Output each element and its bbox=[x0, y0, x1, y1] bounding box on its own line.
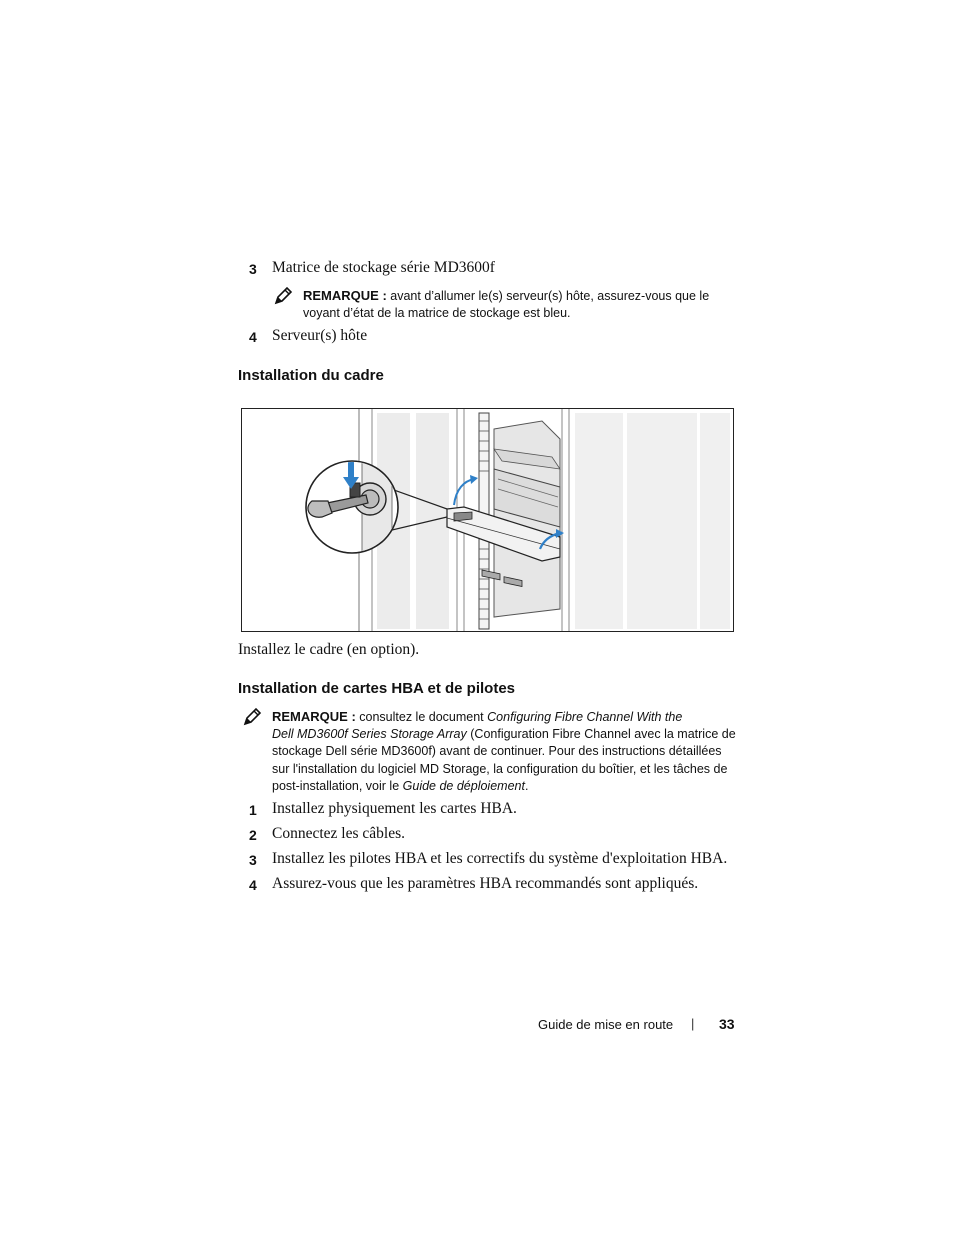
note-remark bbox=[272, 708, 747, 795]
step-number: 3 bbox=[249, 852, 257, 868]
step-text: Installez les pilotes HBA et les correctifs du système d'exploitation HBA. bbox=[272, 850, 728, 867]
note-label: REMARQUE : bbox=[303, 288, 387, 303]
list-item-text: Serveur(s) hôte bbox=[272, 327, 368, 344]
note-doc-title: Dell MD3600f Series Storage Array bbox=[272, 727, 467, 742]
note-pencil-icon bbox=[242, 707, 262, 727]
bezel-install-figure bbox=[241, 408, 734, 632]
page-number: 33 bbox=[719, 1016, 735, 1032]
section-heading: Installation du cadre bbox=[238, 367, 384, 384]
note-text: stockage Dell série MD3600f) avant de continuer. Pour des instructions détaillées bbox=[272, 744, 722, 759]
list-number: 4 bbox=[249, 329, 257, 345]
note-pencil-icon bbox=[273, 286, 293, 306]
note-doc-title: Guide de déploiement bbox=[402, 778, 525, 793]
bezel-install-illustration bbox=[242, 409, 734, 632]
note-text: post-installation, voir le bbox=[272, 778, 400, 793]
note-text: . bbox=[524, 778, 529, 793]
step-text: Installez physiquement les cartes HBA. bbox=[272, 800, 517, 817]
section-heading: Installation de cartes HBA et de pilotes bbox=[238, 680, 516, 697]
footer-title: Guide de mise en route bbox=[538, 1017, 674, 1032]
note-text: voyant d’état de la matrice de stockage est bleu. bbox=[303, 306, 571, 321]
note-text: avant d’allumer le(s) serveur(s) hôte, assurez-vous que le bbox=[390, 289, 710, 303]
list-number: 3 bbox=[249, 261, 257, 277]
note-text: consultez le document bbox=[359, 710, 484, 724]
list-item-text: Matrice de stockage série MD3600f bbox=[272, 259, 495, 276]
step-text: Connectez les câbles. bbox=[272, 825, 405, 842]
footer-separator: | bbox=[691, 1016, 695, 1031]
note-text: sur l'installation du logiciel MD Storage, la configuration du boîtier, et les tâches de bbox=[272, 761, 728, 776]
note-remark bbox=[303, 287, 743, 322]
figure-caption: Installez le cadre (en option). bbox=[238, 641, 420, 658]
step-number: 2 bbox=[249, 827, 257, 843]
step-number: 1 bbox=[249, 802, 257, 818]
note-text: (Configuration Fibre Channel avec la matrice de bbox=[470, 727, 736, 742]
note-label: REMARQUE : bbox=[272, 709, 356, 724]
note-doc-title: Configuring Fibre Channel With the bbox=[487, 710, 683, 724]
step-number: 4 bbox=[249, 877, 257, 893]
step-text: Assurez-vous que les paramètres HBA recommandés sont appliqués. bbox=[272, 875, 699, 892]
